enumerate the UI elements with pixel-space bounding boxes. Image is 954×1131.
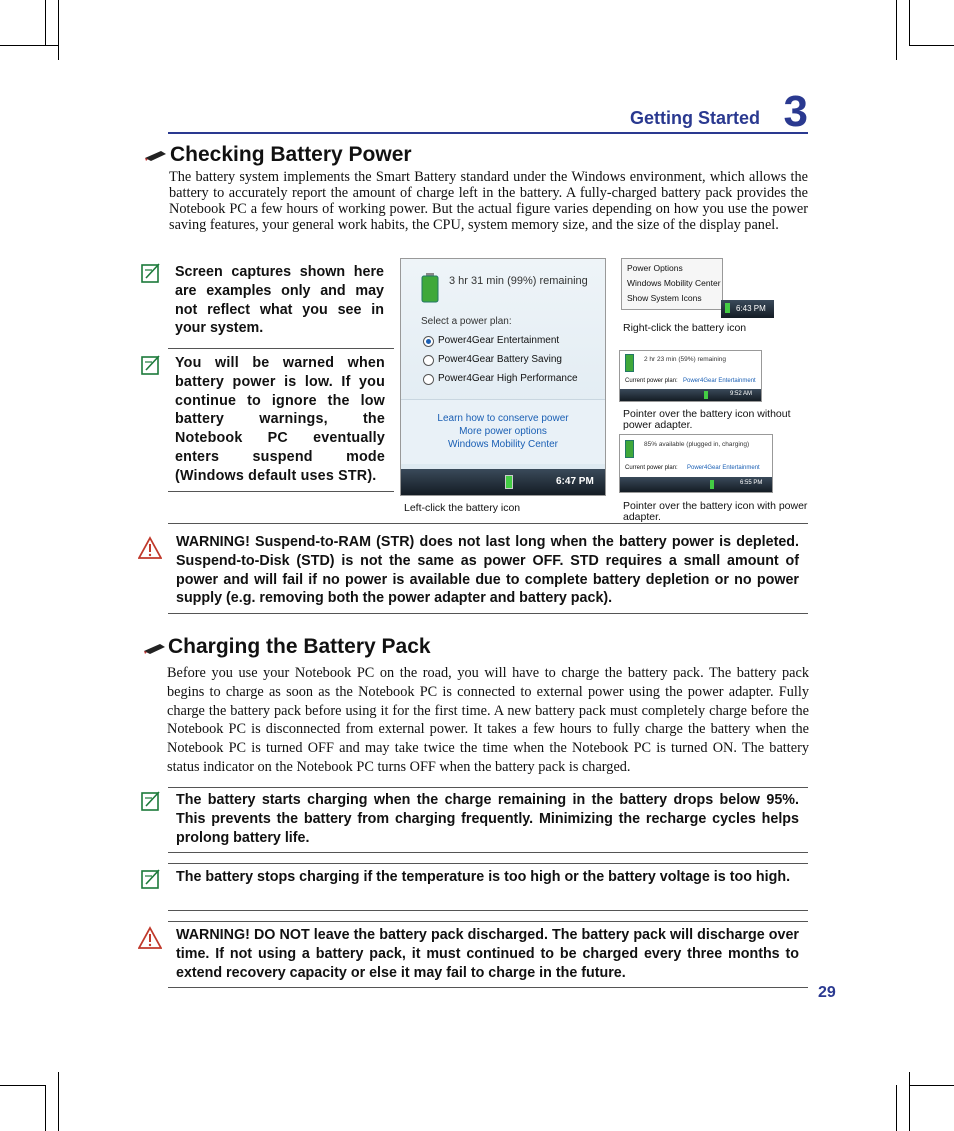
divider [168, 613, 808, 614]
battery-popup-screenshot [400, 258, 606, 496]
link-mobility-center[interactable]: Windows Mobility Center [447, 439, 559, 450]
battery-remaining-text: 3 hr 31 min (99%) remaining [449, 275, 588, 287]
tooltip-no-adapter-screenshot [619, 350, 762, 402]
power-plan-label: Power4Gear High Performance [438, 373, 578, 384]
context-menu-screenshot [621, 258, 774, 318]
tray-battery-icon[interactable] [704, 391, 708, 399]
divider [168, 348, 394, 349]
tooltip-plan-name: Power4Gear Entertainment [687, 465, 760, 471]
caption-no-adapter: Pointer over the battery icon without power adapter. [623, 408, 791, 431]
caption-left-click: Left-click the battery icon [404, 502, 521, 514]
tray-battery-icon[interactable] [505, 475, 513, 489]
taskbar-clock: 6:43 PM [736, 304, 766, 313]
divider [168, 863, 808, 864]
menu-item-show-system-icons[interactable]: Show System Icons [627, 293, 702, 303]
note-low-battery-warning: You will be warned when battery power is low. If you continue to ignore the low battery warnings, the Notebook PC eventually enters suspend mode (Windows default uses STR). [175, 355, 385, 484]
pen-bullet-icon [144, 643, 166, 655]
section-body-checking-battery: The battery system implements the Smart Battery standard under the Windows environment, which allows the battery to accurately report the amount of charge left in the battery. A fully-charged battery pack provides the Notebook PC a few hours of working power. But the actual figure varies depending on how you use the power saving features, your general work habits, the CPU, system memory size, and the size of the display panel. [169, 169, 808, 233]
battery-icon [421, 273, 439, 303]
chapter-header [168, 88, 808, 134]
pen-bullet-icon [145, 150, 167, 162]
tray-battery-icon[interactable] [725, 303, 730, 313]
chapter-number: 3 [783, 87, 808, 136]
tray-battery-icon[interactable] [710, 480, 714, 489]
tooltip-remaining-text: 2 hr 23 min (59%) remaining [644, 356, 727, 363]
note-icon [140, 262, 162, 284]
note-screen-captures: Screen captures shown here are examples only and may not reflect what you see in your system. [175, 264, 384, 337]
warning-icon [138, 926, 162, 950]
section-body-charging-battery: Before you use your Notebook PC on the road, you will have to charge the battery pack. The battery pack begins to charge as soon as the Notebook PC is connected to external power using the power adapter. Fully charge the battery pack before using it for the first time. A new battery pack must completely charge before the Notebook PC is disconnected from external power. It takes a few hours to fully charge the battery when the Notebook PC is turned OFF and may take twice the time when the Notebook PC is turned ON. The battery status indicator on the Notebook PC turns OFF when the battery pack is charged. [167, 665, 809, 775]
page-number: 29 [818, 984, 836, 1001]
tooltip-plan-label: Current power plan: [625, 465, 678, 471]
warning-icon [138, 536, 162, 560]
taskbar-clock: 6:47 PM [556, 476, 594, 487]
taskbar-clock: 6:55 PM [740, 480, 763, 486]
section-title-checking-battery: Checking Battery Power [170, 143, 412, 166]
tooltip-with-adapter-screenshot [619, 434, 773, 493]
link-more-power-options[interactable]: More power options [459, 426, 547, 437]
divider [168, 491, 394, 492]
link-conserve-power[interactable]: Learn how to conserve power [437, 413, 569, 424]
caption-right-click: Right-click the battery icon [623, 322, 747, 334]
taskbar-clock: 9:52 AM [730, 391, 753, 397]
divider [168, 852, 808, 853]
divider [168, 987, 808, 988]
divider [168, 921, 808, 922]
note-icon [140, 868, 162, 890]
divider [168, 523, 808, 524]
caption-with-adapter: Pointer over the battery icon with power adapter. [623, 500, 808, 523]
note-charging-threshold: The battery starts charging when the charge remaining in the battery drops below 95%. This prevents the battery from charging frequently. Minimizing the recharge cycles helps prolong battery life. [176, 792, 799, 846]
taskbar [401, 469, 605, 495]
battery-icon [625, 354, 634, 372]
divider [168, 910, 808, 911]
section-title-charging-battery: Charging the Battery Pack [168, 635, 431, 658]
menu-item-mobility-center[interactable]: Windows Mobility Center [627, 278, 721, 288]
tooltip-plan-label: Current power plan: [625, 378, 678, 384]
power-plan-label: Power4Gear Entertainment [438, 335, 560, 346]
chapter-title: Getting Started [629, 108, 760, 128]
note-icon [140, 790, 162, 812]
battery-plug-icon [625, 440, 634, 458]
note-icon [140, 354, 162, 376]
warning-suspend-to-ram: WARNING! Suspend-to-RAM (STR) does not last long when the battery power is depleted. Suspend-to-Disk (STD) is not the same as power OFF. STD requires a small amount of power and will fail if no power is available due to complete battery depletion or no power supply (e.g. removing both the power adapter and battery pack). [176, 534, 799, 607]
divider [168, 787, 808, 788]
menu-item-power-options[interactable]: Power Options [627, 263, 683, 273]
tooltip-plan-name: Power4Gear Entertainment [683, 378, 756, 384]
select-plan-label: Select a power plan: [421, 316, 512, 327]
note-charging-stops: The battery stops charging if the temperature is too high or the battery voltage is too high. [176, 869, 791, 885]
warning-battery-discharged: WARNING! DO NOT leave the battery pack discharged. The battery pack will discharge over time. If not using a battery pack, it must continued to be charged every three months to extend recovery capacity or else it may fail to charge in the future. [176, 927, 799, 981]
power-plan-label: Power4Gear Battery Saving [438, 354, 562, 365]
tooltip-available-text: 85% available (plugged in, charging) [644, 441, 750, 448]
